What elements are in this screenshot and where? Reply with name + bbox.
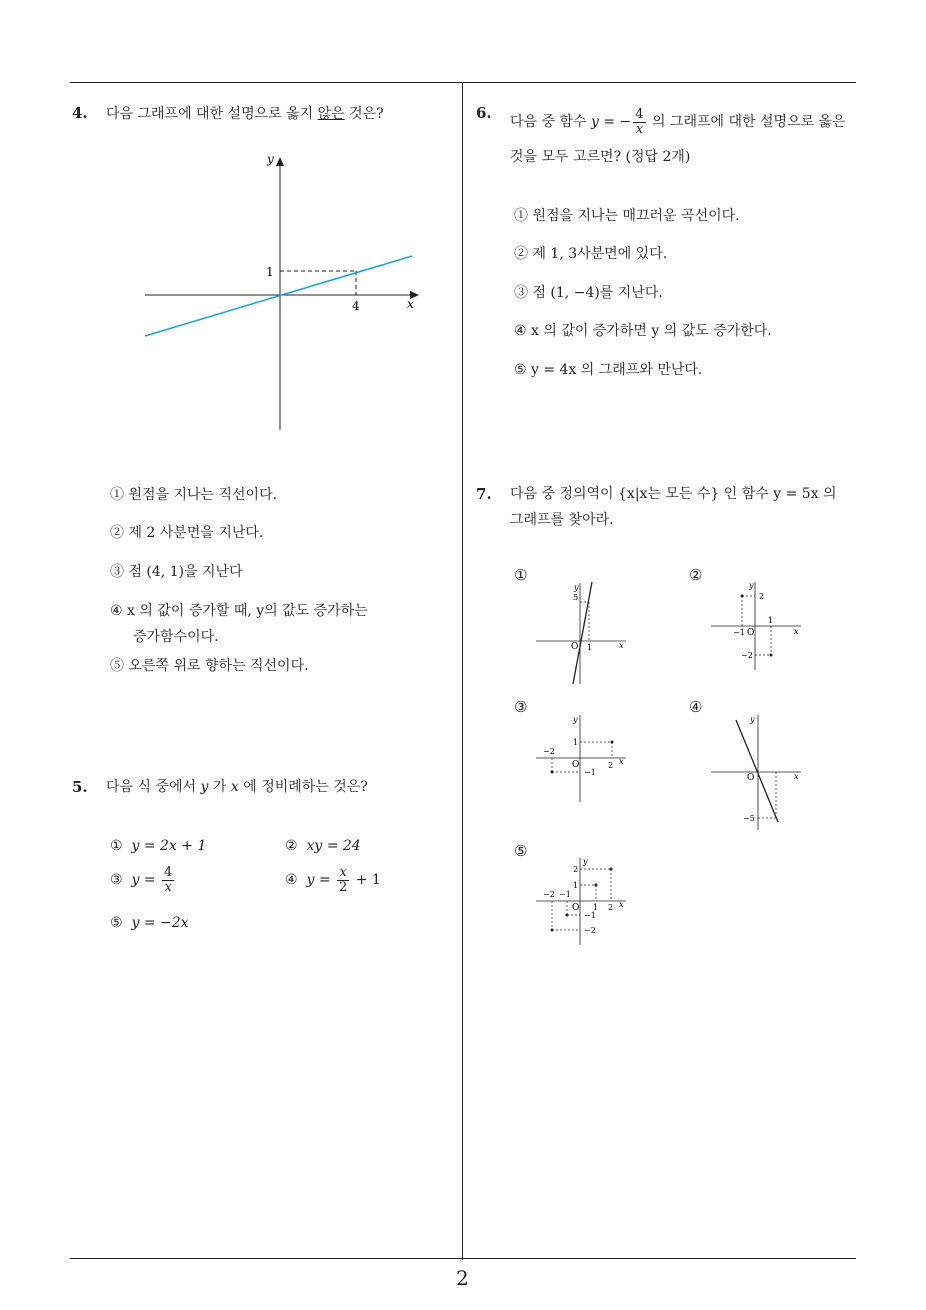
q7-mark-2[interactable]: ②	[689, 566, 703, 584]
q5-opt3-lhs: y =	[131, 872, 156, 889]
g1-t5: 5	[573, 593, 579, 602]
g2-t2: 2	[759, 592, 765, 601]
g5-x2: 2	[608, 903, 614, 912]
q4-stem	[106, 99, 384, 129]
bottom-rule	[70, 1258, 856, 1259]
g5-y-label: y	[583, 857, 588, 866]
q4-option-4-cont: 증가함수이다.	[133, 629, 219, 645]
q6-fraction	[633, 108, 645, 136]
g2-point-1	[741, 595, 744, 598]
g1-y-label: y	[574, 583, 579, 592]
q6-option-5[interactable]: ⑤ y = 4x 의 그래프와 만난다.	[514, 362, 703, 378]
q6-stem-b: 의 그래프에 대한 설명으로 옳은	[647, 114, 846, 130]
q5-opt1-expr: y = 2x + 1	[131, 838, 207, 854]
g5-x-label: x	[619, 900, 624, 909]
q5-opt5-mark: ⑤	[110, 915, 123, 931]
q4-option-5[interactable]: ⑤ 오른쪽 위로 향하는 직선이다.	[110, 658, 309, 674]
q4-x-label: x	[407, 297, 414, 311]
g3-t1: 1	[573, 738, 579, 747]
g4-line	[736, 720, 778, 822]
q6-number: 6.	[476, 104, 492, 122]
g4-o: O	[747, 773, 755, 783]
q4-number: 4.	[72, 104, 88, 122]
page-number: 2	[456, 1266, 469, 1290]
q4-stem-a: 다음 그래프에 대한 설명으로 옳지	[106, 106, 318, 122]
q6-option-2[interactable]: ② 제 1, 3사분면에 있다.	[514, 246, 668, 262]
g3-point-1	[611, 741, 614, 744]
q7-mark-5[interactable]: ⑤	[514, 842, 528, 860]
q4-option-4[interactable]: ④ x 의 값이 증가할 때, y의 값도 증가하는	[110, 603, 368, 619]
q4-graph	[130, 145, 430, 435]
g3-o: O	[572, 760, 580, 770]
g5-tm1: −1	[584, 911, 596, 920]
g5-xm2: −2	[543, 890, 555, 899]
q5-opt4-lhs: y =	[306, 872, 331, 889]
g3-tm1: −1	[584, 768, 596, 777]
q5-option-5[interactable]	[110, 915, 189, 931]
q5-option-1[interactable]	[110, 838, 206, 854]
g2-o: O	[747, 628, 755, 638]
g4-y-label: y	[750, 715, 755, 724]
g4-x-label: x	[794, 772, 799, 781]
q4-line	[145, 256, 412, 336]
g2-point-2	[770, 654, 773, 657]
q5-opt3-fraction	[162, 866, 174, 894]
q5-stem	[106, 772, 368, 802]
g3-y-label: y	[573, 715, 578, 724]
q7-stem-line2: 그래프를 찾아라.	[510, 512, 614, 528]
q6-stem-line2: 것을 모두 고르면? (정답 2개)	[510, 149, 691, 165]
g1-o: O	[571, 642, 579, 652]
q5-option-3[interactable]	[110, 866, 176, 894]
q7-graph-4[interactable]	[705, 712, 805, 832]
g5-point-2	[595, 884, 598, 887]
g5-t1: 1	[573, 881, 579, 890]
q5-opt4-rhs: + 1	[355, 872, 381, 889]
q7-mark-3[interactable]: ③	[514, 698, 528, 716]
q6-stem-lhs: y = −	[590, 114, 632, 130]
q6-stem-line1	[510, 107, 846, 137]
g5-tm2: −2	[584, 926, 596, 935]
g5-o: O	[572, 903, 580, 913]
q4-stem-underlined: 않은	[317, 106, 345, 122]
q6-stem-a: 다음 중 함수	[510, 114, 591, 130]
g5-x1: 1	[593, 903, 599, 912]
g1-t1: 1	[587, 643, 593, 652]
q5-opt1-mark: ①	[110, 838, 123, 854]
g5-point-1	[610, 868, 613, 871]
g3-point-2	[551, 771, 554, 774]
q7-graph-2[interactable]	[705, 578, 805, 672]
q5-opt4-fraction	[337, 866, 349, 894]
g3-t2: 2	[608, 761, 614, 770]
g3-tm2: −2	[543, 747, 555, 756]
g5-point-3	[566, 914, 569, 917]
q5-stem-b: 가	[208, 779, 231, 795]
q5-stem-x: x	[230, 779, 239, 795]
top-rule	[70, 82, 856, 83]
q7-stem-line1: 다음 중 정의역이 {x|x는 모든 수} 인 함수 y = 5x 의	[510, 486, 837, 502]
g2-tm1: −1	[733, 628, 745, 637]
q7-graph-5[interactable]	[530, 855, 630, 947]
q5-opt2-mark: ②	[285, 838, 298, 854]
q5-opt4-num: x	[337, 866, 349, 881]
q4-x-tick: 4	[352, 299, 360, 313]
g5-point-4	[551, 929, 554, 932]
q6-den: x	[635, 121, 644, 137]
g2-t1: 1	[768, 616, 774, 625]
q5-stem-a: 다음 식 중에서	[106, 779, 201, 795]
g1-x-label: x	[619, 641, 624, 650]
q4-y-arrow	[276, 157, 284, 166]
q5-opt5-expr: y = −2x	[131, 915, 189, 931]
q5-stem-y: y	[200, 779, 209, 795]
q7-mark-1[interactable]: ①	[514, 566, 528, 584]
g2-x-label: x	[794, 627, 799, 636]
g5-t2: 2	[573, 865, 579, 874]
q6-option-1[interactable]: ① 원점을 지나는 매끄러운 곡선이다.	[514, 208, 740, 224]
column-divider	[462, 82, 463, 1260]
q5-option-2[interactable]	[285, 838, 361, 854]
q7-graph-1[interactable]	[530, 578, 630, 686]
q5-opt3-den: x	[164, 879, 172, 895]
q4-stem-b: 것은?	[344, 106, 384, 122]
q4-y-label: y	[267, 152, 274, 166]
q6-option-4[interactable]: ④ x 의 값이 증가하면 y 의 값도 증가한다.	[514, 323, 772, 339]
q7-mark-4[interactable]: ④	[689, 698, 703, 716]
q7-number: 7.	[476, 485, 492, 503]
g5-xm1: −1	[559, 890, 571, 899]
q4-option-3[interactable]: ③ 점 (4, 1)을 지난다	[110, 564, 243, 580]
q6-num: 4	[635, 106, 644, 122]
q5-option-4[interactable]	[285, 866, 381, 894]
q5-opt3-num: 4	[164, 865, 173, 880]
q5-number: 5.	[72, 778, 88, 796]
g2-tm2: −2	[741, 651, 753, 660]
g4-tm5: −5	[743, 814, 755, 823]
q4-option-1[interactable]: ① 원점을 지나는 직선이다.	[110, 487, 278, 503]
g3-x-label: x	[619, 757, 624, 766]
q7-graph-3[interactable]	[530, 712, 630, 804]
q5-opt4-mark: ④	[285, 872, 298, 889]
q5-opt2-expr: xy = 24	[306, 838, 361, 854]
g2-y-label: y	[749, 581, 754, 590]
q5-opt3-mark: ③	[110, 872, 123, 889]
q6-option-3[interactable]: ③ 점 (1, −4)를 지난다.	[514, 285, 663, 301]
q4-option-2[interactable]: ② 제 2 사분면을 지난다.	[110, 525, 264, 541]
q5-opt4-den: 2	[339, 879, 348, 895]
q5-stem-c: 에 정비례하는 것은?	[238, 779, 368, 795]
q4-y-tick: 1	[266, 265, 274, 279]
